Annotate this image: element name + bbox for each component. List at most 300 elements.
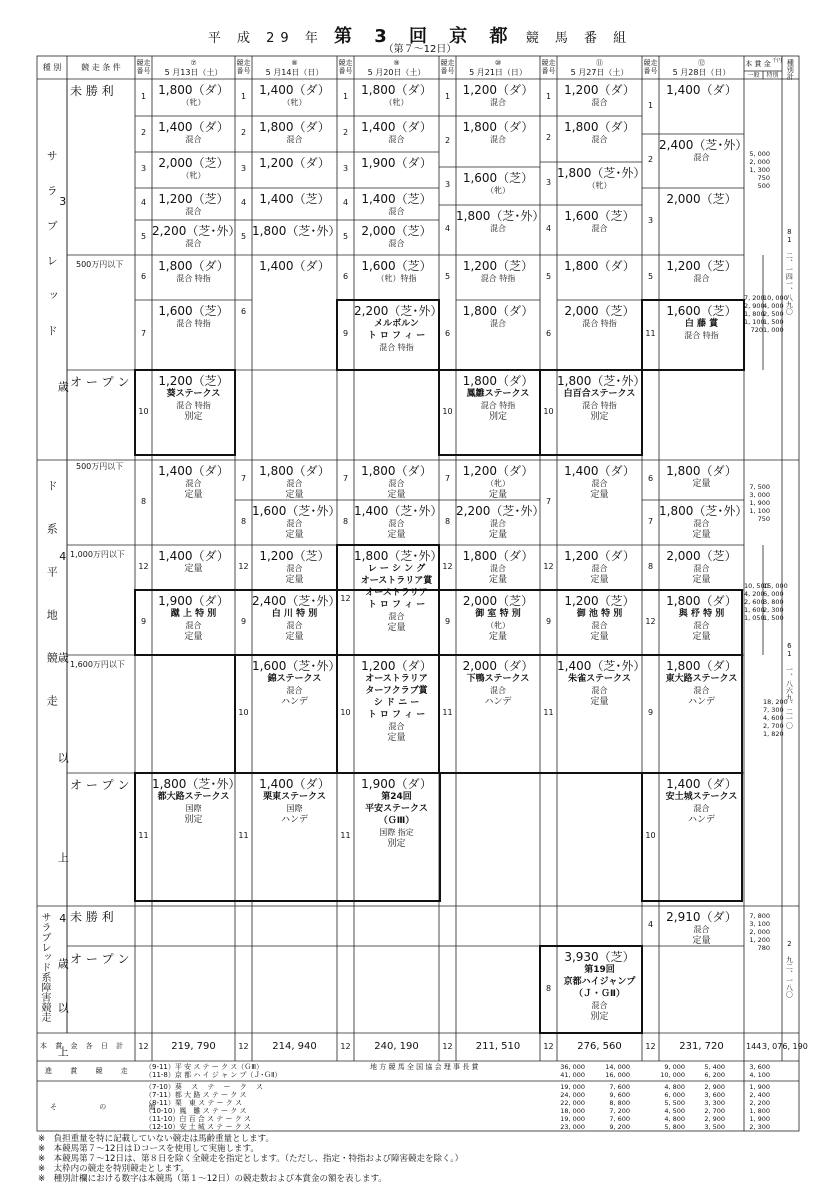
- race-tags: 混合: [591, 224, 608, 233]
- dist: 1,800（芝･外）: [152, 777, 241, 791]
- other-v3: 4, 800 6, 000 5, 500 4, 500 4, 800 5, 800: [664, 1083, 685, 1131]
- col-kind-header: 種 別: [42, 63, 62, 72]
- race-tags: 混合: [388, 519, 405, 528]
- race-number: 3: [444, 180, 451, 189]
- race-number: 1: [444, 91, 451, 101]
- weight-rule: ハンデ: [687, 815, 715, 825]
- race-number: 8: [140, 496, 147, 506]
- race-tags: （牝）: [486, 186, 510, 195]
- race-tags: 混合: [286, 564, 303, 573]
- race-number: 12: [645, 616, 656, 626]
- awards-label: 進 賞 競 走: [45, 1067, 136, 1075]
- race-number: 7: [444, 474, 451, 483]
- race-number: 2: [444, 135, 451, 145]
- weight-rule: ハンデ: [280, 815, 308, 825]
- race-number: 3: [342, 164, 349, 173]
- other-list: （7-10）葵 ス テ ー ク ス （7-11）都 大 路 ス テ ー ク ス （8-11）栗 東 ス テ ー ク ス （10-10）鳳 雛 ス テ ー ク ス （11-10）白 百 合 ス テ ー ク ス （12-10）安 土 城 ス テ ー ク ス: [145, 1083, 264, 1131]
- race-tags: （牝）: [384, 98, 409, 107]
- race-number: 2: [140, 128, 147, 137]
- race-tags: 混合: [388, 479, 405, 488]
- count-s2: 61 一、八六九、二一〇: [785, 642, 794, 729]
- dist: 1,800（ダ）: [361, 464, 432, 478]
- day9-date: 5 月20日（土）: [367, 68, 426, 77]
- race-name: 葵ステークス: [166, 389, 221, 399]
- race-tags: （牝）: [181, 171, 206, 180]
- day-count: 12: [238, 1042, 249, 1051]
- race-name: 東大路ステークス: [665, 674, 738, 684]
- dist: 2,000（ダ）: [462, 659, 534, 673]
- other-v1: 19, 000 24, 000 22, 000 18, 000 19, 000 23, 000: [560, 1083, 585, 1131]
- dist: 1,800（ダ）: [564, 259, 635, 273]
- race-tags: 混合: [185, 135, 202, 144]
- dist: 1,200（芝）: [158, 374, 229, 388]
- race-tags: （牝）: [587, 181, 612, 190]
- day-total: 276, 560: [577, 1041, 622, 1052]
- race-tags: 混合: [490, 519, 506, 528]
- race-tags: 混合: [185, 207, 202, 216]
- weight-rule: 定量: [590, 490, 609, 500]
- weight-rule: 定量: [285, 575, 304, 585]
- cond-open3: オ ー プ ン: [70, 952, 130, 966]
- race-name: 京都ハイジャンプ: [563, 977, 636, 987]
- dist: 1,400（ダ）: [259, 259, 330, 273]
- day-total: 214, 940: [272, 1041, 317, 1052]
- prize-maiden: 5, 000 2, 000 1, 300 750 500: [749, 150, 770, 190]
- dist: 1,200（ダ）: [259, 156, 330, 170]
- dist: 1,400（ダ）: [259, 777, 330, 791]
- dist: 1,600（芝）: [361, 259, 432, 273]
- race-name: オーストラリア: [365, 588, 428, 598]
- day7-date: 5 月13日（土）: [164, 68, 223, 77]
- race-number: 9: [545, 616, 552, 626]
- dist: 2,000（芝）: [361, 224, 432, 238]
- race-number: 5: [342, 231, 349, 241]
- race-tags: 混合: [490, 686, 506, 695]
- dist: 2,000（芝）: [462, 594, 534, 608]
- race-number: 4: [647, 920, 654, 929]
- race-tags: 混合: [185, 621, 202, 630]
- day-total: 240, 190: [374, 1041, 419, 1052]
- dist: 1,800（ダ）: [462, 304, 534, 318]
- race-number: 7: [647, 516, 654, 526]
- day-count: 12: [645, 1042, 656, 1051]
- race-tags: 混合: [286, 686, 303, 695]
- race-number: 8: [647, 561, 654, 571]
- day8-date: 5 月14日（日）: [265, 68, 324, 77]
- count-s3: 2 九二、一八〇: [785, 940, 794, 998]
- note-2: ※ 本競馬第７～12日はＤコースを使用して実施します。: [38, 1144, 259, 1154]
- race-number: 1: [545, 91, 552, 101]
- race-name: 御 室 特 別: [475, 609, 521, 619]
- day-total: 211, 510: [475, 1041, 521, 1052]
- race-number: 7: [140, 329, 147, 338]
- awards-v4: 5, 400 6, 200: [704, 1063, 725, 1079]
- day7-num: ⑦: [190, 59, 197, 67]
- race-name: 蹴 上 特 別: [170, 609, 217, 619]
- other-v2: 7, 600 9, 600 8, 800 7, 200 7, 600 9, 200: [609, 1083, 630, 1131]
- dist: 2,000（芝）: [666, 549, 737, 563]
- dist: 1,900（ダ）: [158, 594, 229, 608]
- page-title: 平 成 29 年 第 3 回 京 都 競 馬 番 組: [207, 26, 633, 47]
- prize-500-general: 7, 200 2, 900 1, 800 1, 100 720: [744, 294, 765, 334]
- race-name: ターフクラブ賞: [365, 686, 428, 696]
- dist: 1,800（芝･外）: [557, 374, 646, 388]
- race-tags: 混合: [286, 135, 303, 144]
- race-name: 都大路ステークス: [157, 792, 230, 802]
- race-tags: （牝）: [486, 621, 510, 630]
- prize-header: 本 賞 金: [745, 60, 771, 68]
- dist: 1,800（芝･外）: [354, 549, 443, 563]
- dist: 2,400（芝･外）: [659, 138, 748, 152]
- race-name: 平安ステークス: [365, 804, 428, 814]
- race-number: 11: [543, 708, 554, 717]
- day-total: 219, 790: [171, 1041, 216, 1052]
- day-count: 12: [543, 1042, 554, 1051]
- race-number: 9: [240, 616, 247, 626]
- race-tags: 混合: [591, 1001, 608, 1010]
- race-number: 8: [545, 983, 552, 993]
- col-no-header-7: 競走番号: [136, 59, 151, 76]
- dist: 1,400（ダ）: [158, 549, 229, 563]
- cond-500b: 500万円以下: [76, 462, 124, 471]
- dist: 1,400（ダ）: [666, 777, 737, 791]
- race-number: 10: [645, 831, 656, 840]
- race-number: 8: [444, 516, 451, 526]
- awards-v2: 14, 000 16, 000: [605, 1063, 630, 1079]
- count-header: 種別計: [786, 59, 795, 80]
- awards-v1: 36, 000 41, 000: [560, 1063, 585, 1079]
- grand-total: 3, 076, 190: [762, 1042, 808, 1051]
- dist: 2,200（芝･外）: [354, 304, 443, 318]
- race-tags: 混合: [490, 319, 506, 328]
- race-number: 12: [340, 594, 351, 603]
- race-number: 4: [240, 198, 247, 207]
- weight-rule: ハンデ: [687, 697, 715, 707]
- prize-unit: 千円: [772, 58, 783, 64]
- section-flat: ド系平地競走: [45, 480, 59, 738]
- weight-rule: 別定: [590, 412, 609, 422]
- race-number: 2: [342, 128, 349, 137]
- race-tags: 混合: [591, 98, 608, 107]
- race-name: 栗東ステークス: [263, 792, 326, 802]
- day-total: 231, 720: [679, 1041, 724, 1052]
- dist: 1,400（芝）: [259, 192, 330, 206]
- race-number: 7: [240, 474, 247, 483]
- dist: 1,600（芝）: [666, 304, 737, 318]
- dist: 1,800（芝･外）: [659, 504, 748, 518]
- dist: 1,800（ダ）: [158, 259, 229, 273]
- race-number: 10: [543, 406, 554, 416]
- dist: 1,200（ダ）: [361, 659, 432, 673]
- note-5: ※ 種別計欄における数字は本競馬（第１～12日）の競走数および本賞金の額を表します。: [38, 1174, 387, 1184]
- dist: 1,800（ダ）: [158, 83, 229, 97]
- race-name: 第19回: [584, 965, 615, 975]
- weight-rule: 定量: [692, 575, 711, 585]
- race-tags: 混合: [693, 153, 710, 162]
- dist: 1,200（芝）: [462, 259, 534, 273]
- prize-sub-general: 一般: [747, 72, 760, 79]
- age-3: 3 歳: [56, 195, 70, 472]
- dist: 1,800（ダ）: [259, 120, 330, 134]
- dist: 1,600（芝）: [462, 171, 534, 185]
- dist: 1,800（ダ）: [462, 374, 534, 388]
- col-no-header-10: 競走番号: [440, 59, 455, 76]
- race-tags: 混合: [693, 686, 710, 695]
- note-4: ※ 太枠内の競走を特別競走とします。: [38, 1164, 189, 1174]
- weight-rule: 定量: [488, 530, 507, 540]
- race-number: 11: [340, 831, 351, 840]
- race-name: 白 藤 賞: [684, 319, 719, 329]
- dist: 1,800（ダ）: [666, 594, 737, 608]
- race-name: シ ド ニ ー: [373, 698, 420, 708]
- weight-rule: 定量: [692, 936, 711, 946]
- race-number: 1: [342, 91, 349, 101]
- race-tags: 混合: [591, 135, 608, 144]
- race-tags: 混合: [388, 239, 405, 248]
- race-tags: 混合: [185, 479, 202, 488]
- prize-500-special: 10, 000 4, 000 2, 500 1, 500 1, 000: [763, 294, 788, 334]
- race-tags: 混合 特指: [176, 401, 211, 410]
- weight-rule: 定量: [184, 632, 203, 642]
- dist: 2,000（芝）: [158, 156, 229, 170]
- note-3: ※ 本競馬第７～12日は、第８日を除く全競走を指定とします。（ただし、指定・特指および障害競走を除く。）: [38, 1154, 464, 1164]
- race-number: 8: [240, 516, 247, 526]
- prize-jump-maiden: 7, 800 3, 100 2, 000 1, 200 780: [749, 912, 770, 952]
- weight-rule: 定量: [387, 623, 406, 633]
- race-number: 11: [442, 708, 453, 717]
- weight-rule: ハンデ: [484, 697, 512, 707]
- race-tags: 混合: [490, 224, 506, 233]
- race-tags: 混合 特指: [379, 343, 414, 352]
- race-number: 3: [545, 177, 552, 187]
- dist: 2,200（芝･外）: [456, 504, 545, 518]
- cond-maiden2: 未 勝 利: [70, 910, 114, 924]
- cond-open2: オ ー プ ン: [70, 778, 130, 792]
- race-tags: 混合: [693, 564, 710, 573]
- race-name: 錦ステークス: [267, 674, 322, 684]
- race-number: 10: [138, 406, 149, 416]
- dist: 1,800（ダ）: [361, 83, 432, 97]
- race-name: 鳳雛ステークス: [466, 389, 530, 399]
- race-tags: 混合: [591, 686, 608, 695]
- race-tags: 混合: [185, 239, 202, 248]
- race-number: 4: [545, 224, 552, 233]
- race-tags: 混合: [490, 98, 506, 107]
- race-name: オーストラリア賞: [360, 576, 433, 586]
- weight-rule: 別定: [184, 412, 203, 422]
- race-tags: （牝）: [486, 479, 510, 488]
- dist: 1,900（ダ）: [361, 777, 432, 791]
- cond-1000: 1,000万円以下: [70, 550, 125, 559]
- race-number: 8: [342, 516, 349, 526]
- cond-1600: 1,600万円以下: [70, 660, 125, 669]
- race-tags: 混合: [693, 804, 710, 813]
- dist: 2,200（芝･外）: [152, 224, 241, 238]
- race-number: 6: [647, 474, 654, 483]
- race-tags: 混合 特指: [176, 319, 211, 328]
- weight-rule: 定量: [590, 697, 609, 707]
- race-name: ト ロ フ ィ ー: [367, 600, 426, 610]
- race-number: 12: [442, 561, 453, 571]
- race-name: オーストラリア: [365, 674, 428, 684]
- race-tags: 国際: [286, 804, 303, 813]
- dist: 1,200（芝）: [158, 192, 229, 206]
- race-tags: 混合: [388, 612, 405, 621]
- dist: 1,800（ダ）: [564, 120, 635, 134]
- race-number: 5: [140, 231, 147, 241]
- grand-count: 144: [746, 1042, 762, 1051]
- day9-num: ⑨: [393, 59, 400, 67]
- dist: 3,930（芝）: [564, 950, 635, 964]
- count-s1: 81 二、一四一、八九〇: [785, 228, 794, 315]
- race-number: 12: [138, 561, 149, 571]
- race-tags: 混合: [693, 274, 710, 283]
- awards-org: 地 方 競 馬 全 国 協 会 理 事 長 賞: [370, 1063, 479, 1071]
- day-count: 12: [442, 1042, 453, 1051]
- dist: 1,400（ダ）: [158, 120, 229, 134]
- weight-rule: 定量: [387, 490, 406, 500]
- prize-1000-general: 10, 500 4, 200 2, 600 1, 600 1, 050: [744, 582, 769, 622]
- section-thoroughbred: サラブレッド: [45, 150, 59, 360]
- race-tags: 混合: [388, 207, 405, 216]
- race-name: 第24回: [381, 792, 412, 802]
- dist: 1,200（ダ）: [564, 549, 635, 563]
- race-name: 下鴨ステークス: [466, 674, 530, 684]
- day-count: 12: [138, 1042, 149, 1051]
- dist: 1,200（芝）: [564, 594, 635, 608]
- race-number: 10: [442, 406, 453, 416]
- race-tags: 混合: [693, 925, 710, 934]
- race-tags: 混合: [286, 479, 303, 488]
- weight-rule: 定量: [590, 575, 609, 585]
- race-tags: 混合: [388, 135, 405, 144]
- race-tags: 混合: [591, 479, 608, 488]
- weight-rule: 定量: [285, 632, 304, 642]
- age-4up: 4 歳 以 上: [56, 550, 70, 901]
- race-tags: 混合: [591, 564, 608, 573]
- col-no-header-11: 競走番号: [541, 59, 556, 76]
- weight-rule: 定量: [285, 530, 304, 540]
- age-4up-jump: 4 歳 以 上: [56, 912, 70, 1067]
- race-number: 5: [240, 231, 247, 241]
- race-number: 5: [444, 271, 451, 281]
- dist: 1,200（芝）: [259, 549, 330, 563]
- race-tags: 混合: [490, 564, 506, 573]
- race-number: 9: [140, 616, 147, 626]
- race-name: 白 川 特 別: [271, 609, 318, 619]
- weight-rule: 定量: [692, 530, 711, 540]
- dist: 1,200（芝）: [666, 259, 737, 273]
- race-tags: 混合: [693, 621, 710, 630]
- dist: 1,900（ダ）: [361, 156, 432, 170]
- race-number: 2: [545, 133, 552, 142]
- other-v4: 2, 900 3, 600 3, 300 2, 700 2, 900 3, 500: [704, 1083, 725, 1131]
- note-1: ※ 負担重量を特に記載していない競走は馬齢重量とします。: [38, 1134, 274, 1144]
- section-jump: サラブレッド系障害競走: [39, 912, 50, 1022]
- day-count: 12: [340, 1042, 351, 1051]
- dist: 1,600（芝･外）: [252, 504, 341, 518]
- race-number: 3: [140, 164, 147, 173]
- race-tags: 混合: [286, 621, 303, 630]
- cond-open: オ ー プ ン: [70, 375, 130, 389]
- race-tags: （牝）: [282, 98, 307, 107]
- race-name: ト ロ フ ィ ー: [367, 710, 426, 720]
- dist: 1,800（ダ）: [666, 659, 737, 673]
- awards-list: （9-11）平 安 ス テ ー ク ス（ＧⅢ） （11-8）京 都 ハ イ ジ ャ ン プ（Ｊ･ＧⅡ）: [145, 1063, 282, 1079]
- day12-date: 5 月28日（日）: [672, 68, 731, 77]
- dist: 1,400（芝）: [361, 192, 432, 206]
- race-number: 1: [140, 91, 147, 101]
- dist: 1,600（芝）: [564, 209, 635, 223]
- race-number: 6: [545, 329, 552, 338]
- dist: 1,600（芝）: [158, 304, 229, 318]
- cond-500: 500万円以下: [76, 260, 124, 269]
- dist: 1,800（ダ）: [462, 120, 534, 134]
- dist: 1,200（ダ）: [462, 464, 534, 478]
- race-name: メルボルン: [374, 319, 419, 329]
- dist: 1,800（芝･外）: [252, 224, 341, 238]
- totals-label: 本 賞 金 各 日 計: [40, 1042, 127, 1050]
- dist: 2,000（芝）: [564, 304, 635, 318]
- race-name: 與 杼 特 別: [678, 609, 725, 619]
- race-tags: 混合: [388, 722, 405, 731]
- race-number: 11: [238, 831, 249, 840]
- race-tags: 混合 特指: [582, 401, 617, 410]
- race-number: 2: [647, 155, 654, 164]
- race-tags: 混合 特指: [684, 331, 719, 340]
- prize-500b: 7, 500 3, 000 1, 900 1, 100 750: [749, 483, 770, 523]
- race-number: 2: [240, 128, 247, 137]
- race-tags: （牝）特指: [376, 274, 417, 283]
- col-no-header-8: 競走番号: [236, 59, 251, 76]
- race-number: 1: [647, 100, 654, 110]
- race-number: 9: [342, 329, 349, 338]
- day11-date: 5 月27日（土）: [570, 68, 629, 77]
- weight-rule: 定量: [285, 490, 304, 500]
- race-tags: 混合: [286, 519, 303, 528]
- race-number: 9: [444, 616, 451, 626]
- day11-num: ⑪: [596, 59, 603, 67]
- dist: 1,400（芝･外）: [354, 504, 443, 518]
- race-tags: 混合 特指: [480, 401, 516, 410]
- race-tags: （牝）: [181, 98, 206, 107]
- dist: 2,400（芝･外）: [252, 594, 341, 608]
- dist: 1,400（ダ）: [158, 464, 229, 478]
- other-label: そ の 他: [50, 1103, 176, 1111]
- race-number: 6: [444, 329, 451, 338]
- weight-rule: 別定: [184, 815, 203, 825]
- prize-1600: 18, 200 7, 300 4, 600 2, 700 1, 820: [763, 698, 788, 738]
- weight-rule: 定量: [387, 530, 406, 540]
- race-number: 6: [342, 271, 349, 281]
- race-number: 12: [238, 561, 249, 571]
- weight-rule: 別定: [488, 412, 507, 422]
- day8-num: ⑧: [291, 59, 298, 67]
- day10-num: ⑩: [494, 59, 502, 67]
- weight-rule: 定量: [184, 490, 203, 500]
- dist: 1,800（芝･外）: [456, 209, 545, 223]
- dist: 1,400（ダ）: [666, 83, 737, 97]
- race-number: 11: [645, 329, 656, 338]
- dist: 2,000（芝）: [666, 192, 737, 206]
- awards-v5: 3, 600 4, 100: [749, 1063, 770, 1079]
- race-number: 10: [238, 708, 249, 717]
- weight-rule: 定量: [488, 575, 507, 585]
- race-number: 12: [543, 561, 554, 571]
- race-name: （Ｊ・ＧⅡ）: [574, 989, 625, 999]
- dist: 1,200（ダ）: [564, 83, 635, 97]
- race-number: 5: [647, 271, 654, 281]
